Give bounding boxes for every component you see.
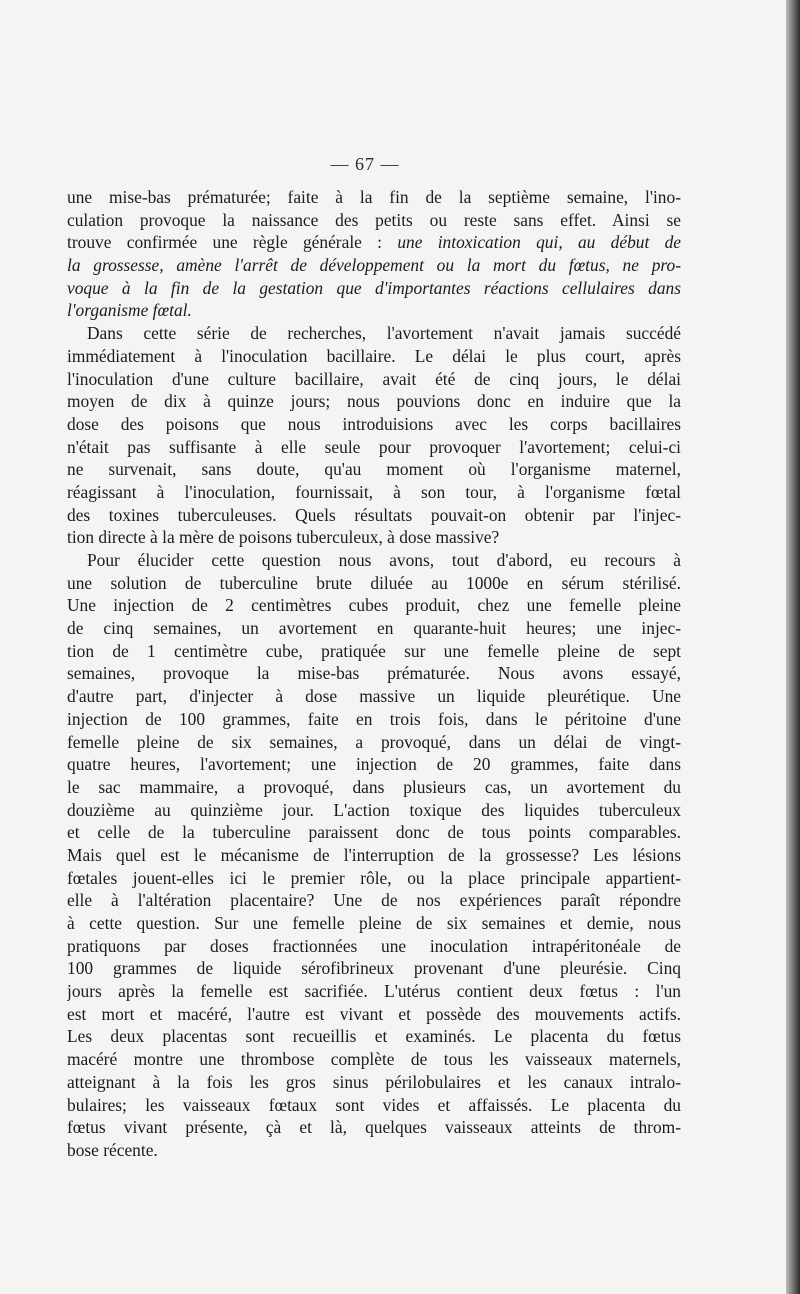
text-line: [67, 368, 681, 391]
text-line: [67, 413, 681, 436]
body-text: [67, 186, 681, 1162]
text-line: [67, 526, 681, 549]
text-run: macéré montre une thrombose complète de tous les vaisseaux maternels,: [67, 1049, 681, 1070]
italic-text: l'organisme fœtal.: [67, 300, 192, 321]
text-line: [67, 867, 681, 890]
text-line: [67, 980, 681, 1003]
text-line: [67, 685, 681, 708]
text-run: est mort et macéré, l'autre est vivant et possède des mouvements actifs.: [67, 1003, 681, 1024]
text-line: [67, 572, 681, 595]
text-line: [67, 617, 681, 640]
text-line: [67, 481, 681, 504]
text-run: fœtales jouent-elles ici le premier rôle, ou la place principale appartient-: [67, 867, 681, 888]
text-line: [67, 776, 681, 799]
page-number: — 67 —: [330, 154, 400, 174]
text-run: atteignant à la fois les gros sinus périlobulaires et les canaux intralo-: [67, 1071, 681, 1092]
text-run: Une injection de 2 centimètres cubes produit, chez une femelle pleine: [67, 595, 681, 616]
text-line: [67, 1116, 681, 1139]
text-line: [67, 549, 681, 572]
text-run: une solution de tuberculine brute diluée au 1000e en sérum stérilisé.: [67, 572, 681, 593]
text-run: Dans cette série de recherches, l'avortement n'avait jamais succédé: [87, 323, 681, 344]
text-line: [67, 209, 681, 232]
text-line: [67, 254, 681, 277]
text-line: [67, 390, 681, 413]
italic-text: une intoxication qui, au début de: [397, 232, 681, 253]
text-line: [67, 821, 681, 844]
text-line: [67, 231, 681, 254]
text-run: n'était pas suffisante à elle seule pour provoquer l'avortement; celui-ci: [67, 436, 681, 457]
text-run: fœtus vivant présente, çà et là, quelques vaisseaux atteints de throm-: [67, 1117, 681, 1138]
text-line: [67, 935, 681, 958]
text-line: [67, 844, 681, 867]
text-run: le sac mammaire, a provoqué, dans plusieurs cas, un avortement du: [67, 776, 681, 797]
text-line: [67, 345, 681, 368]
text-line: [67, 1139, 681, 1162]
text-line: [67, 1003, 681, 1026]
text-line: [67, 299, 681, 322]
text-run: Pour élucider cette question nous avons, tout d'abord, eu recours à: [87, 550, 681, 570]
text-run: immédiatement à l'inoculation bacillaire. Le délai le plus court, après: [67, 345, 681, 366]
text-run: tion de 1 centimètre cube, pratiquée sur une femelle pleine de sept: [67, 640, 681, 661]
text-line: [67, 594, 681, 617]
text-line: [67, 458, 681, 481]
text-run: moyen de dix à quinze jours; nous pouvions donc en induire que la: [67, 391, 681, 412]
text-line: [67, 912, 681, 935]
text-line: [67, 662, 681, 685]
text-run: de cinq semaines, un avortement en quarante-huit heures; une injec-: [67, 618, 681, 639]
text-run: à cette question. Sur une femelle pleine de six semaines et demie, nous: [67, 913, 681, 933]
text-line: [67, 708, 681, 731]
text-run: bose récente.: [67, 1139, 158, 1160]
text-run: des toxines tuberculeuses. Quels résultats pouvait-on obtenir par l'injec-: [67, 504, 681, 525]
text-line: [67, 322, 681, 345]
text-run: femelle pleine de six semaines, a provoqué, dans un délai de vingt-: [67, 731, 681, 752]
text-run: trouve confirmée une règle générale :: [67, 232, 398, 253]
text-line: [67, 889, 681, 912]
text-run: jours après la femelle est sacrifiée. L'utérus contient deux fœtus : l'un: [67, 981, 681, 1002]
text-run: pratiquons par doses fractionnées une inoculation intrapéritonéale de: [67, 935, 681, 956]
text-run: l'inoculation d'une culture bacillaire, avait été de cinq jours, le délai: [67, 368, 681, 389]
text-run: tion directe à la mère de poisons tuberculeux, à dose massive?: [67, 527, 500, 548]
text-line: [67, 957, 681, 980]
text-line: [67, 1094, 681, 1117]
text-line: [67, 753, 681, 776]
text-line: [67, 731, 681, 754]
text-run: une mise-bas prématurée; faite à la fin de la septième semaine, l'ino-: [67, 187, 681, 207]
text-line: [67, 277, 681, 300]
text-line: [67, 186, 681, 209]
text-run: réagissant à l'inoculation, fournissait, à son tour, à l'organisme fœtal: [67, 481, 681, 502]
text-run: ne survenait, sans doute, qu'au moment où l'organisme maternel,: [67, 459, 681, 480]
text-run: Mais quel est le mécanisme de l'interruption de la grossesse? Les lésions: [67, 844, 681, 865]
italic-text: voque à la fin de la gestation que d'importantes réactions cellulaires dans: [67, 277, 681, 298]
text-run: Les deux placentas sont recueillis et examinés. Le placenta du fœtus: [67, 1026, 681, 1047]
page-edge-shadow: [786, 0, 800, 1294]
text-line: [67, 436, 681, 459]
text-line: [67, 1025, 681, 1048]
italic-text: la grossesse, amène l'arrêt de développement ou la mort du fœtus, ne pro-: [67, 255, 681, 276]
text-run: et celle de la tuberculine paraissent donc de tous points comparables.: [67, 822, 681, 843]
text-run: bulaires; les vaisseaux fœtaux sont vides et affaissés. Le placenta du: [67, 1094, 681, 1115]
text-line: [67, 504, 681, 527]
text-run: elle à l'altération placentaire? Une de nos expériences paraît répondre: [67, 890, 681, 911]
text-line: [67, 1048, 681, 1071]
text-line: [67, 640, 681, 663]
text-line: [67, 799, 681, 822]
text-run: 100 grammes de liquide sérofibrineux provenant d'une pleurésie. Cinq: [67, 958, 681, 979]
text-run: douzième au quinzième jour. L'action toxique des liquides tuberculeux: [67, 799, 681, 820]
text-run: quatre heures, l'avortement; une injection de 20 grammes, faite dans: [67, 754, 681, 775]
text-run: semaines, provoque la mise-bas prématurée. Nous avons essayé,: [67, 663, 681, 684]
text-line: [67, 1071, 681, 1094]
text-run: d'autre part, d'injecter à dose massive un liquide pleurétique. Une: [67, 686, 681, 707]
text-run: dose des poisons que nous introduisions avec les corps bacillaires: [67, 413, 681, 434]
text-run: culation provoque la naissance des petits ou reste sans effet. Ainsi se: [67, 209, 681, 230]
text-run: injection de 100 grammes, faite en trois fois, dans le péritoine d'une: [67, 708, 681, 729]
